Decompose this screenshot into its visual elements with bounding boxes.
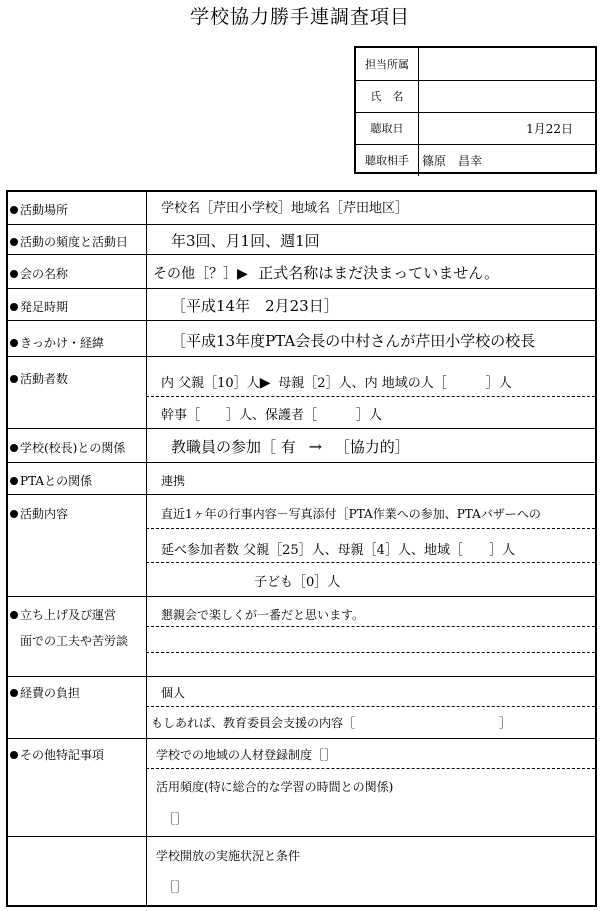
school-relation-part1: 教職員の参加［ 有 [171,438,296,456]
other-line2: 活用頻度(特に総合的な学習の時間との関係) [156,780,394,794]
frequency-label: 活動の頻度と活動日 [10,233,128,250]
school-relation-value [171,436,410,457]
pta-relation-value: 連携 [161,474,186,488]
place-label: 活動場所 [10,201,68,218]
activity-line2: 延べ参加者数 父親［25］人、母親［4］人、地域［ ］人 [161,543,515,558]
members-line2: 幹事［ ］人、保護者［ ］人 [161,408,383,423]
cost-line1: 個人 [161,686,186,700]
info-label: 聴取日 [356,112,419,144]
other-line4: 学校開放の実施状況と条件 [156,849,301,863]
members-line1 [161,372,512,391]
other-label: その他特記事項 [10,746,104,763]
other-line1: 学校での地域の人材登録制度［］ [156,748,337,762]
activity-label: 活動内容 [10,505,68,522]
other-line3: ［］ [163,812,188,826]
setup-label-1: 立ち上げ及び運営 [10,606,116,623]
info-value [424,48,591,80]
info-value: 1月22日 [526,121,573,136]
info-value [424,80,591,112]
setup-value: 懇親会で楽しくが一番だと思います。 [161,608,365,622]
arrow-icon: ▶ [237,266,248,282]
name-text: 正式名称はまだ決まっていません。 [258,264,500,282]
members-fathers: 内 父親［10］人 [161,376,260,391]
activity-line3: 子ども［0］人 [254,575,341,590]
start-label: 発足時期 [10,298,68,315]
info-label: 聴取相手 [356,144,419,176]
info-label: 担当所属 [356,48,419,80]
survey-form [6,190,597,907]
activity-line1: 直近1ヶ年の行事内容－写真添付［PTA作業への参加、PTAバザーへの [161,507,541,521]
info-row-interviewee [356,144,595,176]
school-relation-label: 学校(校長)との関係 [10,439,125,456]
trigger-label: きっかけ・経緯 [10,334,104,351]
members-mothers: 母親［2］人、内 地域の人［ ］人 [278,376,512,391]
place-value: 学校名［芹田小学校］地域名［芹田地区］ [161,201,409,216]
interview-info-box [354,46,597,174]
cost-line2: もしあれば、教育委員会支援の内容［ ］ [151,716,512,730]
cost-label: 経費の負担 [10,684,80,701]
name-prefix: その他［？］ [153,266,237,282]
pta-relation-label: PTAとの関係 [10,472,92,489]
start-value: ［平成14年 2月23日］ [171,297,339,315]
setup-label-2: 面での工夫や苦労談 [20,634,129,648]
name-value [153,262,499,283]
other-line5: ［］ [163,880,188,894]
arrow-icon: ▶ [259,375,271,391]
arrow-icon: → [308,437,322,456]
info-label: 氏 名 [356,80,419,112]
info-row-date [356,112,595,145]
name-label: 会の名称 [10,265,68,282]
info-row-name [356,80,595,113]
frequency-value: 年3回、月1回、週1回 [171,232,320,250]
members-label: 活動者数 [10,370,68,387]
info-row-department [356,48,595,81]
page-title: 学校協力勝手連調査項目 [189,6,410,28]
info-value: 篠原 昌幸 [422,153,483,168]
school-relation-part2: ［協力的］ [334,438,410,456]
trigger-value: ［平成13年度PTA会長の中村さんが芹田小学校の校長 [171,332,536,350]
